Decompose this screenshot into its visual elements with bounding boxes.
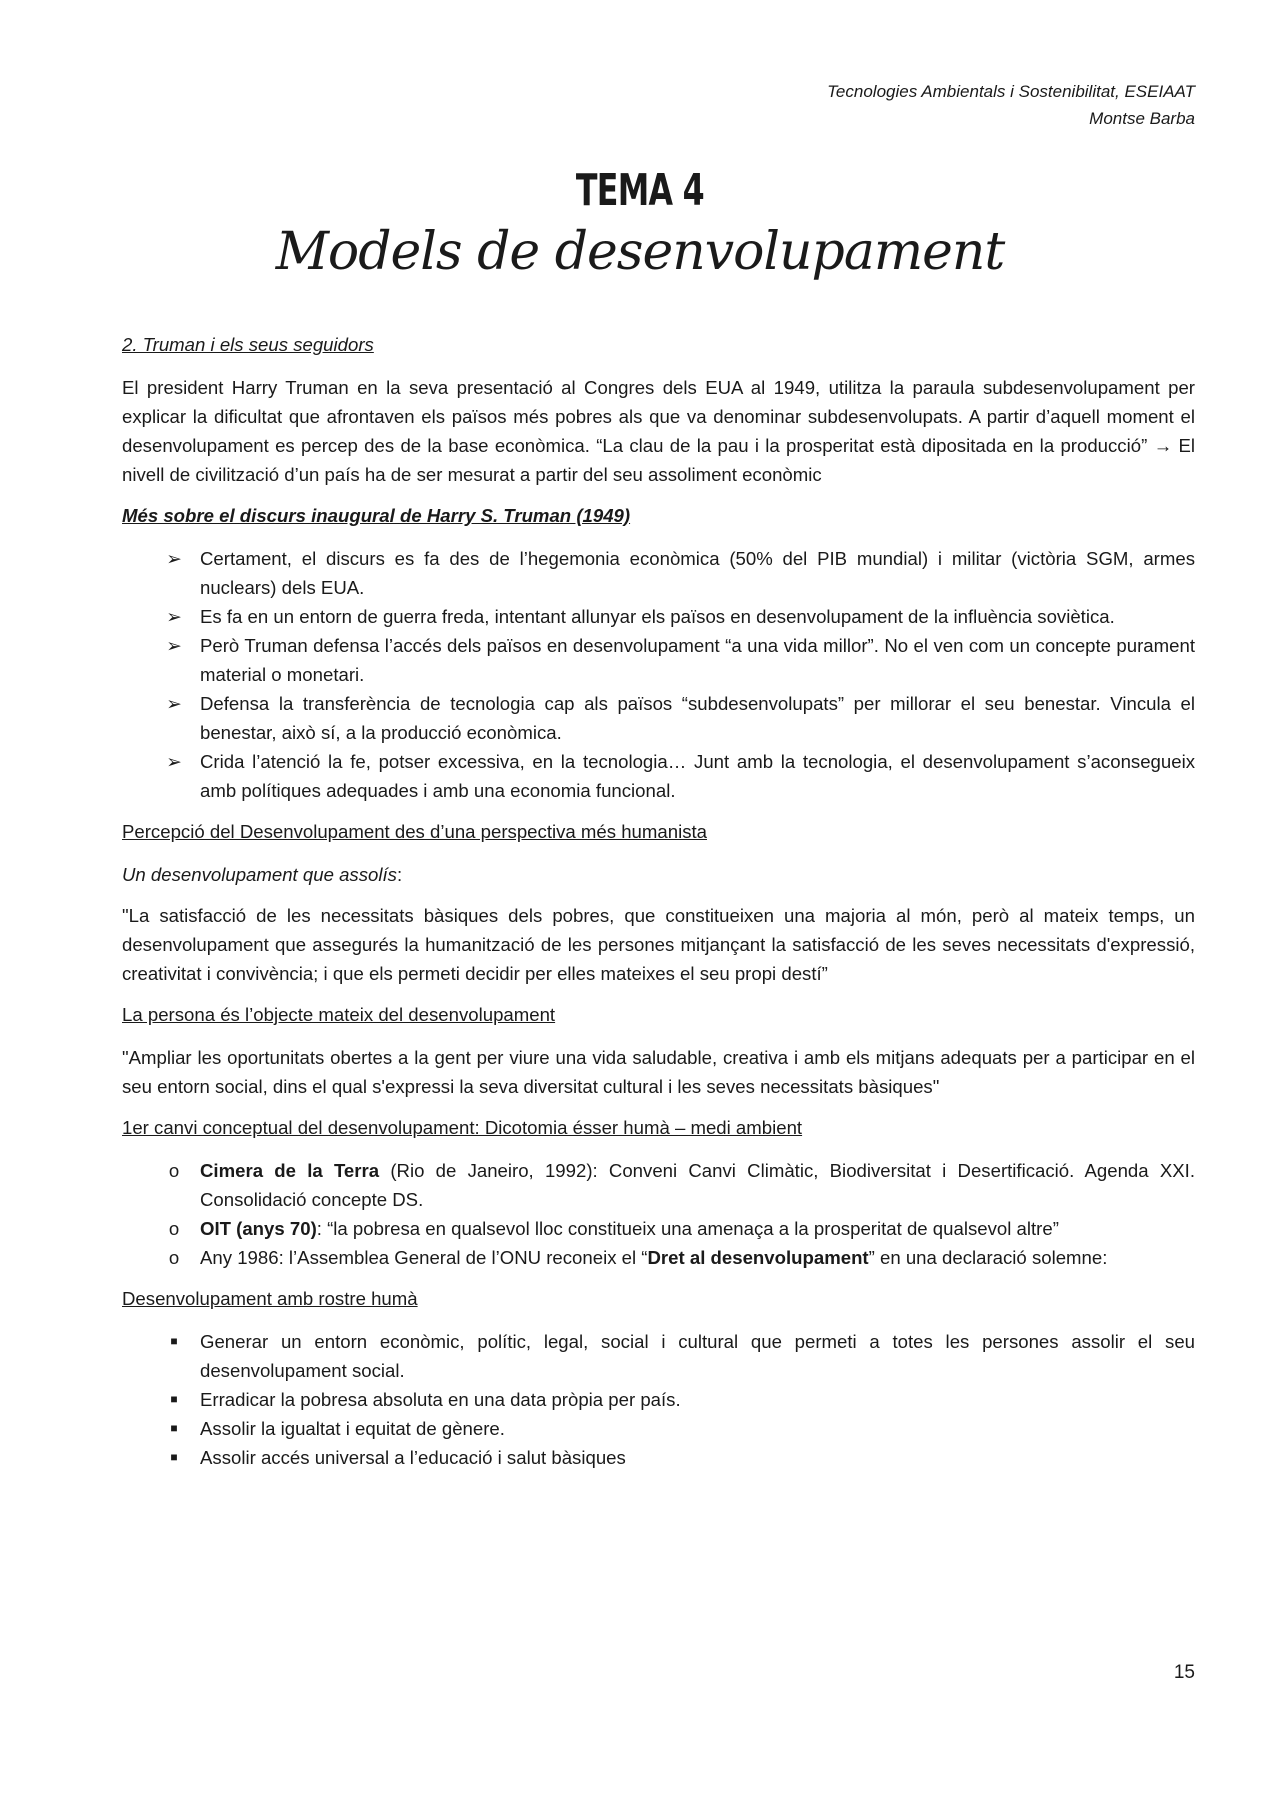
- main-content: [122, 330, 1195, 1484]
- list-item: o Any 1986: l’Assemblea General de l’ONU reconeix el “Dret al desenvolupament” en una declaració solemne:: [122, 1243, 1195, 1272]
- section-heading-discurs: Més sobre el discurs inaugural de Harry S. Truman (1949): [122, 505, 631, 526]
- square-bullet-icon: ■: [170, 1421, 178, 1435]
- list-item: ➢ Però Truman defensa l’accés dels països en desenvolupament “a una vida millor”. No el ven com un concepte purament material o monetari.: [122, 631, 1195, 689]
- arrow-bullet-icon: ➢: [166, 693, 182, 714]
- section-heading-persona: La persona és l’objecte mateix del desenvolupament: [122, 1004, 556, 1025]
- list-item: ■ Erradicar la pobresa absoluta en una data pròpia per país.: [122, 1385, 1195, 1414]
- arrow-bullet-icon: ➢: [166, 606, 182, 627]
- list-item: ■ Assolir accés universal a l’educació i salut bàsiques: [122, 1443, 1195, 1472]
- section-heading-canvi: 1er canvi conceptual del desenvolupament: Dicotomia ésser humà – medi ambient: [122, 1117, 803, 1138]
- persona-quote: "Ampliar les oportunitats obertes a la gent per viure una vida saludable, creativa i amb els mitjans adequats per a participar en el seu entorn social, dins el qual s'expressi la seva diversitat cultural i les seves necessitats bàsiques": [122, 1047, 1195, 1097]
- list-item: ➢ Es fa en un entorn de guerra freda, intentant allunyar els països en desenvolupament de la influència soviètica.: [122, 602, 1195, 631]
- title-main: TEMA 4: [575, 165, 705, 216]
- page-header: [827, 78, 1195, 132]
- header-author: Montse Barba: [1089, 109, 1195, 128]
- header-course: Tecnologies Ambientals i Sostenibilitat, ESEIAAT: [827, 82, 1195, 101]
- humanista-intro: Un desenvolupament que assolís:: [122, 864, 403, 885]
- list-item: ➢ Certament, el discurs es fa des de l’hegemonia econòmica (50% del PIB mundial) i militar (victòria SGM, armes nuclears) dels EUA.: [122, 544, 1195, 602]
- humanista-quote: "La satisfacció de les necessitats bàsiques dels pobres, que constitueixen una majoria al món, però al mateix temps, un desenvolupament que assegurés la humanització de les persones mitjançant la satisfacció de les seves necessitats d'expressió, creativitat i convivència; i que els permeti decidir per elles mateixes el seu propi destí”: [122, 905, 1195, 984]
- arrow-bullet-icon: ➢: [166, 635, 182, 656]
- list-item: o OIT (anys 70): “la pobresa en qualsevol lloc constitueix una amenaça a la prosperitat de qualsevol altre”: [122, 1214, 1195, 1243]
- circle-bullet-icon: o: [168, 1247, 180, 1268]
- canvi-list: [122, 1156, 1195, 1272]
- rostre-list: [122, 1327, 1195, 1472]
- list-item: ■ Generar un entorn econòmic, polític, legal, social i cultural que permeti a totes les persones assolir el seu desenvolupament social.: [122, 1327, 1195, 1385]
- circle-bullet-icon: o: [168, 1160, 180, 1181]
- section-heading-humanista: Percepció del Desenvolupament des d’una perspectiva més humanista: [122, 821, 708, 842]
- section-heading-rostre: Desenvolupament amb rostre humà: [122, 1288, 418, 1309]
- list-item: o Cimera de la Terra (Rio de Janeiro, 1992): Conveni Canvi Climàtic, Biodiversitat i Desertificació. Agenda XXI. Consolidació concepte DS.: [122, 1156, 1195, 1214]
- arrow-bullet-icon: ➢: [166, 751, 182, 772]
- square-bullet-icon: ■: [170, 1392, 178, 1406]
- list-item: ■ Assolir la igualtat i equitat de gènere.: [122, 1414, 1195, 1443]
- list-item: ➢ Crida l’atenció la fe, potser excessiva, en la tecnologia… Junt amb la tecnologia, el desenvolupament s’aconsegueix amb polítiques adequades i amb una economia funcional.: [122, 747, 1195, 805]
- page-number: 15: [1173, 1662, 1195, 1683]
- title-subtitle: Models de desenvolupament: [275, 222, 1005, 282]
- section-heading-truman: 2. Truman i els seus seguidors: [122, 334, 374, 355]
- list-item: ➢ Defensa la transferència de tecnologia cap als països “subdesenvolupats” per millorar el seu benestar. Vincula el benestar, això sí, a la producció econòmica.: [122, 689, 1195, 747]
- truman-paragraph: El president Harry Truman en la seva presentació al Congres dels EUA al 1949, utilitza la paraula subdesenvolupament per explicar la dificultat que afrontaven els països més pobres als que va denominar subdesenvolupats. A partir d’aquell moment el desenvolupament es percep des de la base econòmica. “La clau de la pau i la prosperitat està dipositada en la producció” → El nivell de civilització d’un país ha de ser mesurat a partir del seu assoliment econòmic: [122, 377, 1195, 485]
- circle-bullet-icon: o: [168, 1218, 180, 1239]
- arrow-bullet-icon: ➢: [166, 548, 182, 569]
- document-title: [0, 166, 1280, 282]
- discurs-list: [122, 544, 1195, 805]
- square-bullet-icon: ■: [170, 1334, 178, 1348]
- square-bullet-icon: ■: [170, 1450, 178, 1464]
